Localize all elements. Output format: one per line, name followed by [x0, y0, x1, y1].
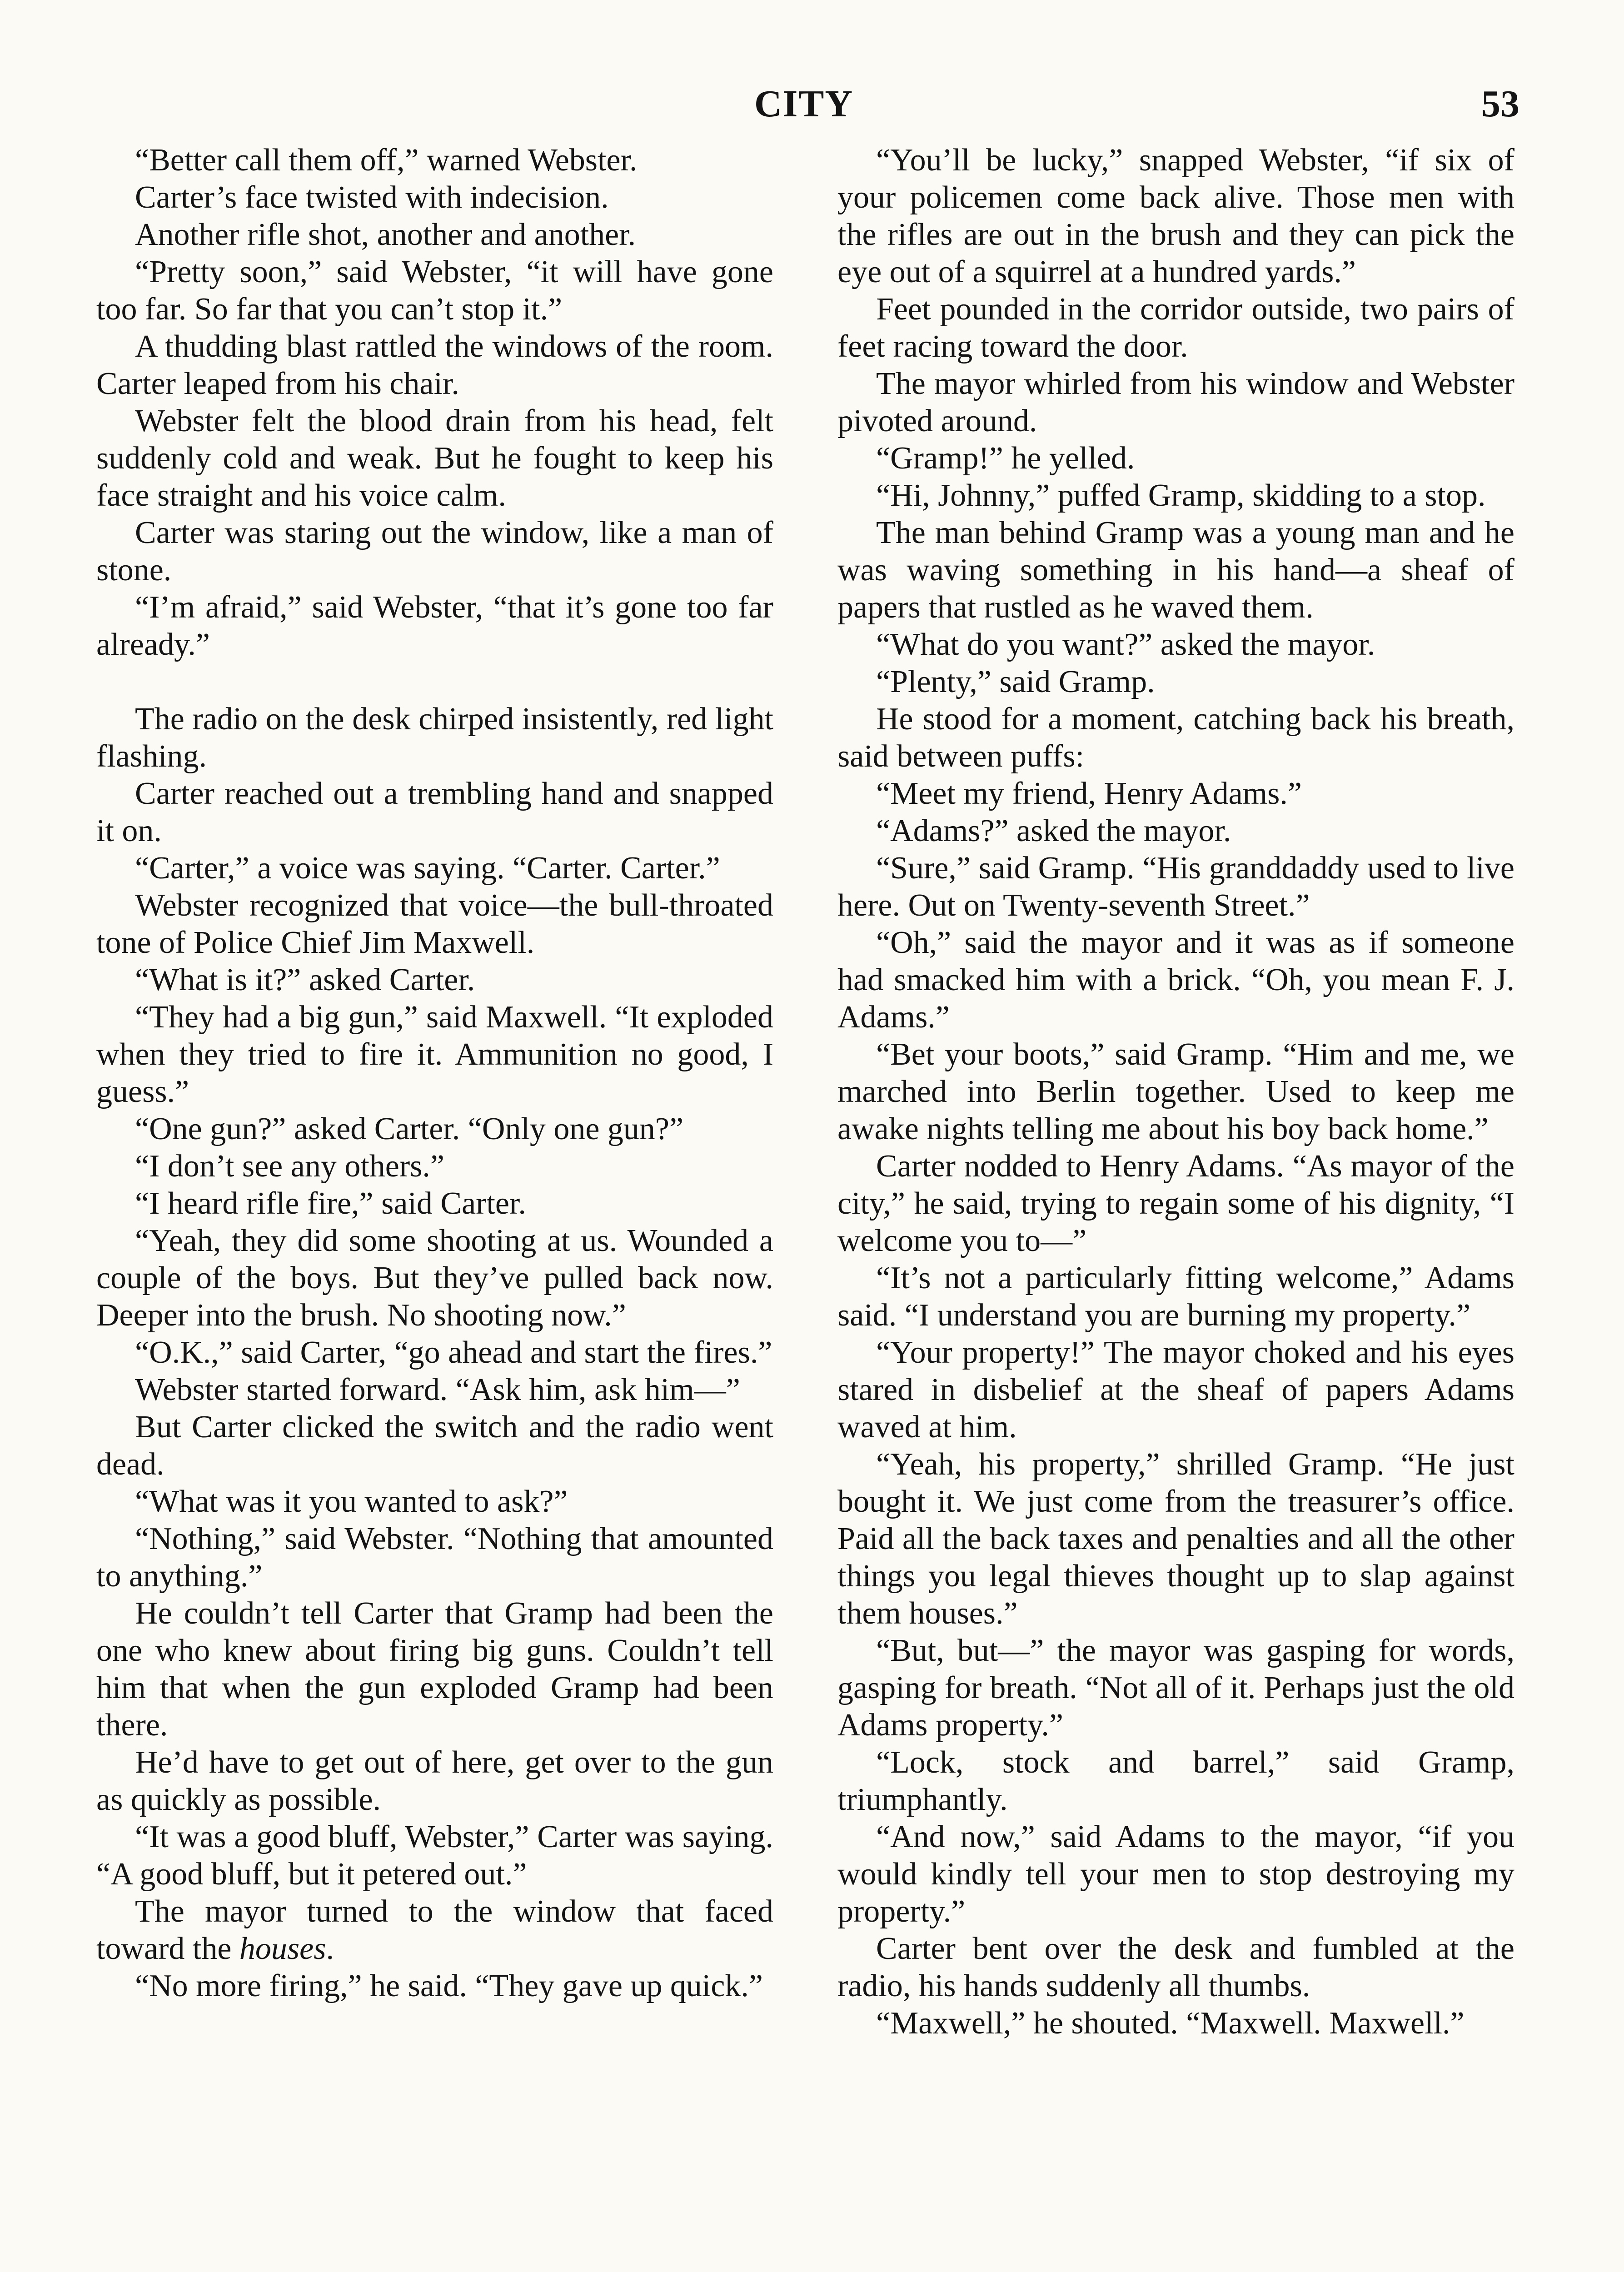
- paragraph: “Yeah, his property,” shrilled Gramp. “He just bought it. We just come from the treasurer’s office. Paid all the back taxes and penalties and all the other things you legal thieves thought up to slap against them houses.”: [837, 1447, 1514, 1631]
- paragraph: He couldn’t tell Carter that Gramp had been the one who knew about firing big guns. Couldn’t tell him that when the gun exploded Gramp had been there.: [96, 1596, 773, 1743]
- paragraph: “Your property!” The mayor choked and his eyes stared in disbelief at the sheaf of papers Adams waved at him.: [837, 1335, 1514, 1445]
- paragraph: “Plenty,” said Gramp.: [876, 664, 1155, 699]
- paragraph: “It was a good bluff, Webster,” Carter was saying. “A good bluff, but it petered out.”: [96, 1819, 773, 1892]
- running-head: [0, 82, 1624, 136]
- paragraph: He stood for a moment, catching back his breath, said between puffs:: [837, 702, 1514, 774]
- paragraph: Carter bent over the desk and fumbled at the radio, his hands suddenly all thumbs.: [837, 1931, 1514, 2003]
- paragraph: Another rifle shot, another and another.: [135, 217, 636, 252]
- running-title: CITY: [754, 83, 854, 125]
- paragraph: “Yeah, they did some shooting at us. Wounded a couple of the boys. But they’ve pulled back now. Deeper into the brush. No shooting now.”: [96, 1223, 773, 1333]
- paragraph: The mayor turned to the window that faced toward the houses.: [96, 1894, 773, 1966]
- paragraph: “Maxwell,” he shouted. “Maxwell. Maxwell.”: [876, 2006, 1465, 2041]
- paragraph: The man behind Gramp was a young man and he was waving something in his hand—a sheaf of papers that rustled as he waved them.: [837, 515, 1514, 625]
- paragraph: Carter was staring out the window, like a man of stone.: [96, 515, 773, 588]
- paragraph: “I heard rifle fire,” said Carter.: [135, 1186, 526, 1221]
- paragraph: But Carter clicked the switch and the radio went dead.: [96, 1410, 773, 1482]
- paragraph: The mayor whirled from his window and Webster pivoted around.: [837, 366, 1514, 438]
- left-column: [96, 142, 773, 2005]
- paragraph: “What do you want?” asked the mayor.: [876, 627, 1375, 662]
- paragraph: “Nothing,” said Webster. “Nothing that amounted to anything.”: [96, 1521, 773, 1594]
- paragraph: Carter’s face twisted with indecision.: [135, 180, 609, 215]
- paragraph: “Adams?” asked the mayor.: [876, 813, 1231, 848]
- paragraph: “It’s not a particularly fitting welcome,” Adams said. “I understand you are burning my property.”: [837, 1261, 1514, 1333]
- paragraph: “Hi, Johnny,” puffed Gramp, skidding to a stop.: [876, 478, 1486, 513]
- paragraph: “What is it?” asked Carter.: [135, 962, 475, 997]
- paragraph: “O.K.,” said Carter, “go ahead and start the fires.”: [135, 1335, 772, 1370]
- paragraph: “You’ll be lucky,” snapped Webster, “if six of your policemen come back alive. Those men with the rifles are out in the brush and they can pick the eye out of a squirrel at a hundred yards.”: [837, 143, 1514, 289]
- paragraph: Webster started forward. “Ask him, ask him—”: [135, 1372, 740, 1407]
- paragraph: Webster recognized that voice—the bull-throated tone of Police Chief Jim Maxwell.: [96, 888, 773, 960]
- paragraph: A thudding blast rattled the windows of the room. Carter leaped from his chair.: [96, 329, 773, 401]
- paragraph: “Oh,” said the mayor and it was as if someone had smacked him with a brick. “Oh, you mean F. J. Adams.”: [837, 925, 1514, 1035]
- paragraph: Feet pounded in the corridor outside, two pairs of feet racing toward the door.: [837, 292, 1514, 364]
- paragraph: “One gun?” asked Carter. “Only one gun?”: [135, 1111, 684, 1146]
- paragraph: “What was it you wanted to ask?”: [135, 1484, 568, 1519]
- paragraph: “Carter,” a voice was saying. “Carter. Carter.”: [135, 851, 720, 886]
- paragraph: Webster felt the blood drain from his head, felt suddenly cold and weak. But he fought to keep his face straight and his voice calm.: [96, 404, 773, 513]
- page-number: 53: [1481, 83, 1519, 125]
- paragraph: “Bet your boots,” said Gramp. “Him and me, we marched into Berlin together. Used to keep me awake nights telling me about his boy back home.”: [837, 1037, 1514, 1146]
- paragraph: “But, but—” the mayor was gasping for words, gasping for breath. “Not all of it. Perhaps just the old Adams property.”: [837, 1633, 1514, 1743]
- paragraph: Carter nodded to Henry Adams. “As mayor of the city,” he said, trying to regain some of his dignity, “I welcome you to—”: [837, 1149, 1514, 1258]
- paragraph: “And now,” said Adams to the mayor, “if you would kindly tell your men to stop destroying my property.”: [837, 1819, 1514, 1929]
- paragraph: “Lock, stock and barrel,” said Gramp, triumphantly.: [837, 1745, 1514, 1817]
- paragraph: He’d have to get out of here, get over to the gun as quickly as possible.: [96, 1745, 773, 1817]
- paragraph: “Meet my friend, Henry Adams.”: [876, 776, 1302, 811]
- paragraph: “Better call them off,” warned Webster.: [135, 143, 638, 178]
- paragraph: “Pretty soon,” said Webster, “it will have gone too far. So far that you can’t stop it.”: [96, 254, 773, 327]
- paragraph: “I’m afraid,” said Webster, “that it’s gone too far already.”: [96, 590, 773, 662]
- paragraph: “No more firing,” he said. “They gave up quick.”: [135, 1968, 763, 2003]
- right-column: [837, 142, 1514, 2042]
- paragraph: Carter reached out a trembling hand and snapped it on.: [96, 776, 773, 848]
- paragraph: “They had a big gun,” said Maxwell. “It exploded when they tried to fire it. Ammunition no good, I guess.”: [96, 1000, 773, 1109]
- paragraph: “I don’t see any others.”: [135, 1149, 444, 1184]
- paragraph: “Sure,” said Gramp. “His granddaddy used to live here. Out on Twenty-seventh Street.”: [837, 851, 1514, 923]
- paragraph: The radio on the desk chirped insistently, red light flashing.: [96, 702, 773, 774]
- paragraph: “Gramp!” he yelled.: [876, 441, 1135, 476]
